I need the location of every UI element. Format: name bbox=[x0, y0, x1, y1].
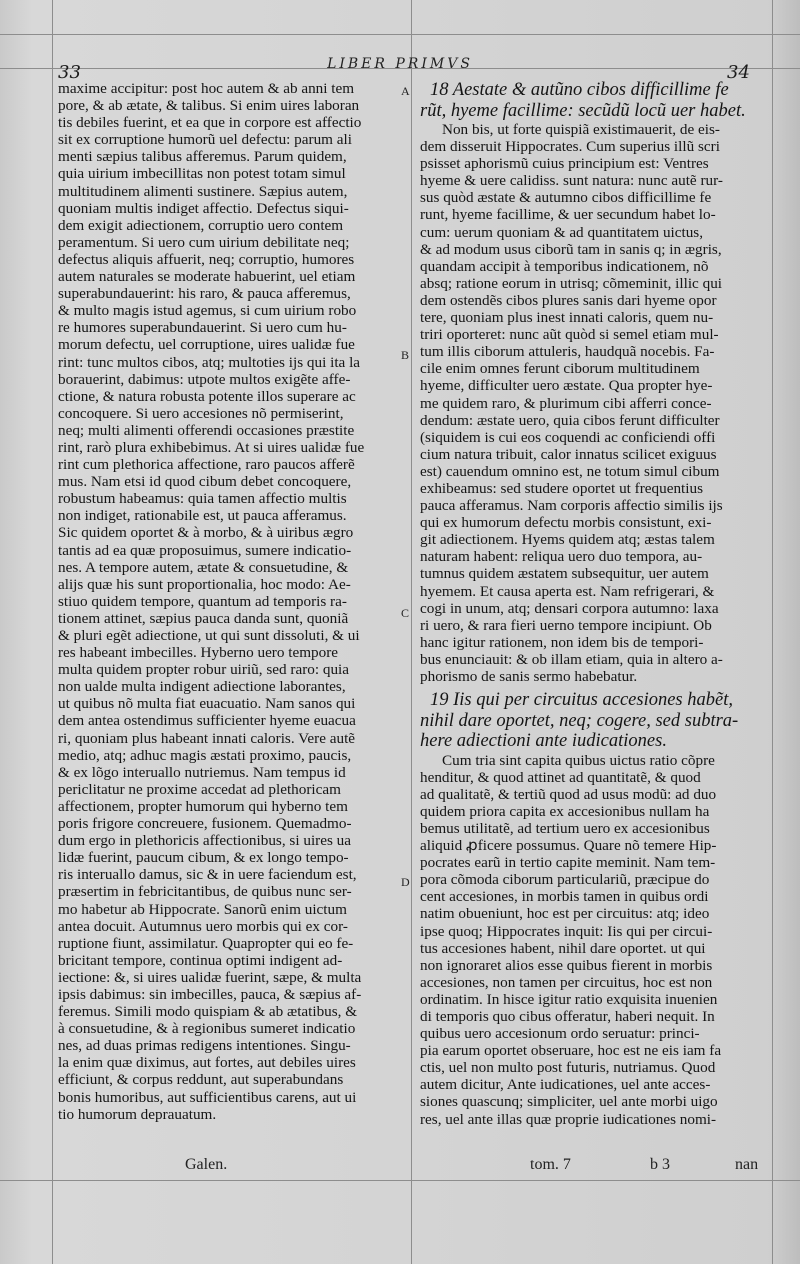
text-line: cent accesiones, in morbis tamen in quibus ordi bbox=[420, 888, 709, 906]
text-line: dem antea ostendimus sufficienter hyeme euacua bbox=[58, 712, 356, 730]
text-line: ris interuallo damus, sic & in uere faciendum est, bbox=[58, 866, 357, 884]
text-line: poris frigore concreuere, fusionem. Quemadmo- bbox=[58, 815, 352, 833]
text-line: tere, quoniam plus inest innati caloris, quem nu- bbox=[420, 309, 714, 327]
text-line: ut quibus nõ multa fiat euacuatio. Nam sanos qui bbox=[58, 695, 356, 713]
text-line: ri uero, & rara fieri uerno tempore incipiunt. Ob bbox=[420, 616, 712, 634]
text-line: feremus. Simili modo quispiam & ab ætatibus, & bbox=[58, 1003, 358, 1021]
text-line: cium natura tribuit, calor innatus scilicet exiguus bbox=[420, 445, 717, 463]
text-line: here adiectioni ante iudicationes. bbox=[420, 731, 667, 752]
margin-marker-c: C bbox=[401, 606, 410, 620]
text-line: ad qualitatẽ, & tertiũ quod ad usus modũ: ad duo bbox=[420, 785, 717, 803]
footer-signature-mark: b 3 bbox=[650, 1156, 670, 1173]
margin-marker-d: D bbox=[401, 875, 410, 889]
aphorism-19 bbox=[420, 690, 765, 752]
text-line: maxime accipitur: post hoc autem & ab anni tem bbox=[58, 80, 355, 97]
text-line: non ualde multa indigent adiectione laborantes, bbox=[58, 678, 346, 696]
text-line: exhibeamus: sed studere oportet ut frequentius bbox=[420, 479, 704, 497]
text-line: defectus aliquis affuerit, neq; corruptio, humores bbox=[58, 250, 355, 268]
text-line: tionem attinet, sæpius pauca danda sunt, quoniã bbox=[58, 609, 349, 627]
text-line: hyeme & uere calidiss. sunt natura: nunc autẽ rur- bbox=[420, 172, 723, 190]
text-line: triri oporteret: nunc aũt quòd si semel etiam mul- bbox=[420, 326, 719, 344]
text-line: ipsis dabimus: sin imbecilles, pauca, & sæpius af- bbox=[58, 985, 362, 1003]
text-line: stiuo quidem tempore, quantum ad temporis ra- bbox=[58, 592, 347, 610]
text-line: est) cauendum omnino est, ne totum simul cibum bbox=[420, 462, 720, 480]
left-text-column bbox=[58, 80, 403, 1123]
aphorism-18 bbox=[420, 80, 765, 121]
right-text-column bbox=[420, 80, 765, 1128]
text-line: rint cum plethorica affectione, raro paucos afferẽ bbox=[58, 456, 355, 474]
page-number-left: 33 bbox=[58, 62, 81, 83]
text-line: rũt, hyeme facillime: secũdũ locũ uer habet. bbox=[420, 100, 746, 121]
text-line: & multo magis istud agemus, si cum uirium robo bbox=[58, 302, 357, 320]
text-line: tumnus quidem æstatem subsequitur, uer autem bbox=[420, 565, 709, 583]
text-line: res habeant imbecilles. Hyberno uero tempore bbox=[58, 644, 339, 662]
text-line: rint, rarò plura exhibebimus. At si uires ualidæ fue bbox=[58, 438, 365, 456]
text-line: dendum: æstate uero, quia cibos ferunt difficulter bbox=[420, 411, 720, 429]
text-line: cogi in unum, atq; densari corpora autumno: laxa bbox=[420, 599, 719, 617]
text-line: autem dicitur, Ante iudicationes, uel ante acces- bbox=[420, 1076, 711, 1094]
text-line: nes. A tempore autem, ætate & consuetudine, & bbox=[58, 558, 349, 576]
text-line: accesiones, non tamen per circuitus, hoc est non bbox=[420, 973, 713, 991]
text-line: rint: tunc multos cibos, atq; multoties ijs qui ita la bbox=[58, 353, 361, 371]
text-line: bricitant tempore, continua optimi indigent ad- bbox=[58, 951, 343, 969]
text-line: sit ex corruptione humorũ uel defectu: parum ali bbox=[58, 131, 352, 149]
text-line: non indiget, rationabile est, ut pauca afferamus. bbox=[58, 507, 347, 525]
running-head: LIBER PRIMVS bbox=[327, 56, 473, 72]
text-line: & ex lõgo interuallo nutriemus. Nam tempus id bbox=[58, 763, 346, 781]
text-line: & pluri egẽt adiectione, ut qui sunt dissoluti, & ui bbox=[58, 627, 360, 644]
frame-rule-bottom bbox=[0, 1180, 800, 1181]
text-line: di temporis quo cibus offeratur, haberi nequit. In bbox=[420, 1008, 715, 1025]
text-line: nes, ad duas primas redigens intentiones. Singu- bbox=[58, 1037, 351, 1055]
text-line: dem ostendẽs cibos plures sanis dari hyeme opor bbox=[420, 291, 717, 309]
text-line: superabundauerint: his raro, & pauca afferemus, bbox=[58, 285, 351, 303]
text-line: tio humorum deprauatum. bbox=[58, 1105, 217, 1123]
text-line: naturam habent: reliqua uero duo tempora, au- bbox=[420, 548, 703, 566]
page-number-right: 34 bbox=[727, 62, 750, 83]
text-line: la enim quæ diximus, aut fortes, aut debiles uires bbox=[58, 1054, 356, 1072]
text-line: à consuetudine, & à regionibus sumeret indicatio bbox=[58, 1020, 356, 1038]
text-line: multa quidem propter robur uiriũ, sed raro: quia bbox=[58, 661, 350, 679]
text-line: sus quòd æstate & autumno cibos difficillime fe bbox=[420, 189, 712, 207]
text-line: psisset aphorismũ cuius principium est: Ventres bbox=[420, 155, 709, 173]
text-line: ctione, & natura robusta potente illos superare ac bbox=[58, 387, 356, 405]
text-line: hyeme, difficulter uero æstate. Qua propter hye- bbox=[420, 377, 713, 395]
text-line: bus enunciauit: & ob illam etiam, quia in altero a- bbox=[420, 650, 723, 668]
text-line: tis debiles fuerint, et ea que in corpore est affectio bbox=[58, 114, 362, 132]
frame-rule-center bbox=[411, 0, 412, 1264]
text-line: ri, quoniam plus habeant innati caloris. Vere autẽ bbox=[58, 729, 356, 747]
text-line: absq; ratione eorum in utrisq; cõmeminit, illic qui bbox=[420, 274, 723, 292]
text-line: cile enim omnes ferunt ciborum multitudinem bbox=[420, 360, 700, 378]
text-line: re humores superabundauerint. Si uero cum hu- bbox=[58, 319, 347, 337]
footer-signature-tom: tom. 7 bbox=[530, 1156, 571, 1173]
text-line: alijs quæ his sunt proportionalia, hoc modo: Ae- bbox=[58, 575, 351, 593]
text-line: affectionem, propter humorum qui hyberno tem bbox=[58, 797, 348, 815]
margin-marker-b: B bbox=[401, 348, 410, 362]
text-line: res, uel ante illas quæ proprie iudicationes nomi- bbox=[420, 1110, 717, 1128]
text-line: borauerint, dabimus: utpote multos exigẽte affe- bbox=[58, 370, 351, 388]
commentary-18 bbox=[420, 121, 765, 685]
text-line: henditur, & quod attinet ad quantitatẽ, & quod bbox=[420, 768, 701, 786]
text-line: me quidem raro, & plurimum cibi afferri conce- bbox=[420, 394, 712, 412]
text-line: tus accesiones habent, nihil dare oportet. ut qui bbox=[420, 939, 706, 957]
text-line: lidæ fuerint, paucum cibum, & ex longo tempo- bbox=[58, 849, 349, 867]
text-line: git adiectionem. Hyems quidem atq; æstas talem bbox=[420, 531, 715, 549]
text-line: concoquere. Si uero accesiones nõ permiserint, bbox=[58, 404, 344, 422]
text-line: quoniam multis indiget affectio. Defectus siqui- bbox=[58, 199, 349, 217]
text-line: iectione: &, si uires ualidæ fuerint, sæpe, & multa bbox=[58, 968, 362, 986]
text-line: siones quascunq; simpliciter, uel ante morbi uigo bbox=[420, 1093, 718, 1111]
text-line: pore, & ab ætate, & talibus. Si enim uires laboran bbox=[58, 97, 360, 115]
footer-catchword-left: Galen. bbox=[185, 1156, 228, 1173]
text-line: dem exigit adiectionem, corruptio uero contem bbox=[58, 216, 344, 234]
text-line: dem disseruit Hippocrates. Cum superius illũ scri bbox=[420, 138, 720, 156]
text-line: ruptione fiunt, assimilatur. Quapropter qui eo fe- bbox=[58, 934, 354, 952]
text-line: cum: uerum quoniam & ad quantitatem uictus, bbox=[420, 223, 704, 241]
text-line: 19 Iis qui per circuitus accesiones habẽt, bbox=[430, 690, 733, 711]
text-line: robustum habeamus: quia tamen affectio multis bbox=[58, 490, 347, 508]
text-line: neq; multi alimenti offerendi occasiones præstite bbox=[58, 421, 355, 439]
text-line: 18 Aestate & autũno cibos difficillime fe bbox=[430, 80, 729, 100]
text-line: natim obueniunt, hoc est per circuitus: atq; ideo bbox=[420, 905, 710, 923]
text-line: ctis, uel non multo post futuris, nutriamus. Quod bbox=[420, 1059, 716, 1077]
text-line: antea docuit. Autumnus uero morbis qui ex cor- bbox=[58, 917, 348, 935]
text-line: mus. Nam etsi id quod cibum debet concoquere, bbox=[58, 473, 352, 491]
footer-catchword: nan bbox=[735, 1156, 759, 1173]
frame-rule-right bbox=[772, 0, 773, 1264]
frame-rule-top bbox=[0, 34, 800, 35]
text-line: menti sæpius talibus afferemus. Parum quidem, bbox=[58, 148, 347, 166]
text-line: dum ergo in plethoricis affectionibus, si uires ua bbox=[58, 832, 352, 850]
text-line: aliquid ꝓficere possumus. Quare nõ temere Hip- bbox=[420, 837, 717, 855]
text-line: non ignoraret alios esse quibus fierent in morbis bbox=[420, 956, 713, 974]
text-line: mo habetur ab Hippocrate. Sanorũ enim uictum bbox=[58, 900, 347, 918]
text-line: hanc igitur rationem, non idem bis de tempori- bbox=[420, 633, 704, 651]
text-line: ipse quoq; Hippocrates inquit: Iis qui per circui- bbox=[420, 922, 713, 940]
text-line: quidem priora capita ex accesionibus nullam ha bbox=[420, 802, 710, 820]
text-line: quia uirium imbecillitas non potest totam simul bbox=[58, 165, 346, 183]
text-line: (siquidem is cui eos coquendi ac conficiendi offi bbox=[420, 428, 716, 446]
text-line: pia earum oportet obseruare, hoc est ne eis iam fa bbox=[420, 1042, 722, 1060]
text-line: Cum tria sint capita quibus uictus ratio cõpre bbox=[442, 751, 715, 769]
text-line: qui ex humorum defectu morbis consistunt, exi- bbox=[420, 514, 712, 532]
text-line: hyemem. Et causa aperta est. Nam refrigerari, & bbox=[420, 582, 715, 600]
text-line: periclitatur ne proxime accedat ad plethoricam bbox=[58, 780, 341, 798]
text-line: quibus uero accesionum ordo seruatur: princi- bbox=[420, 1025, 700, 1043]
text-line: bemus utilitatẽ, ad tertium uero ex accesionibus bbox=[420, 819, 710, 837]
text-line: autem naturales se moderate habuerint, uel etiam bbox=[58, 268, 356, 286]
text-line: tantis ad ea quæ proposuimus, sumere indicatio- bbox=[58, 541, 352, 559]
text-line: quandam accipit à temporibus indicationem, nõ bbox=[420, 257, 709, 275]
text-line: ordinatim. In hisce igitur ratio exquisita inuenien bbox=[420, 990, 718, 1008]
text-line: runt, hyeme facillime, & uer secundum habet lo- bbox=[420, 206, 716, 224]
text-line: medio, atq; adhuc magis æstati proximo, paucis, bbox=[58, 746, 352, 764]
text-line: Sic quidem oportet & à morbo, & à uiribus ægro bbox=[58, 524, 354, 542]
text-line: pora cõmoda ciborum particulariũ, præcipue do bbox=[420, 871, 710, 889]
text-line: bonis humoribus, aut sufficientibus carens, aut ui bbox=[58, 1088, 357, 1106]
text-line: nihil dare oportet, neq; cogere, sed subtra- bbox=[420, 710, 739, 731]
text-line: præsertim in febricitantibus, de quibus nunc ser- bbox=[58, 883, 352, 901]
text-line: multitudinem alimenti sustinere. Sæpius autem, bbox=[58, 182, 348, 200]
text-line: & ad modum usus ciborũ tam in sanis q; in ægris, bbox=[420, 240, 722, 258]
text-line: Non bis, ut forte quispiã existimauerit, de eis- bbox=[442, 121, 720, 138]
text-line: pocrates earũ in tertio capite meminit. Nam tem- bbox=[420, 854, 716, 872]
text-line: pauca afferamus. Nam corporis affectio similis ijs bbox=[420, 497, 723, 515]
text-line: tum illis ciborum attuleris, haudquã nocebis. Fa- bbox=[420, 343, 715, 361]
margin-marker-a: A bbox=[401, 84, 410, 98]
frame-rule-left bbox=[52, 0, 53, 1264]
text-line: morum defectu, uel corruptione, uires ualidæ fue bbox=[58, 336, 355, 354]
commentary-19 bbox=[420, 752, 765, 1128]
text-line: phorismo de sanis sermo habebatur. bbox=[420, 668, 638, 685]
text-line: efficiunt, & corpus reddunt, aut superabundans bbox=[58, 1071, 344, 1089]
text-line: peramentum. Si uero cum uirium debilitate neq; bbox=[58, 233, 350, 251]
